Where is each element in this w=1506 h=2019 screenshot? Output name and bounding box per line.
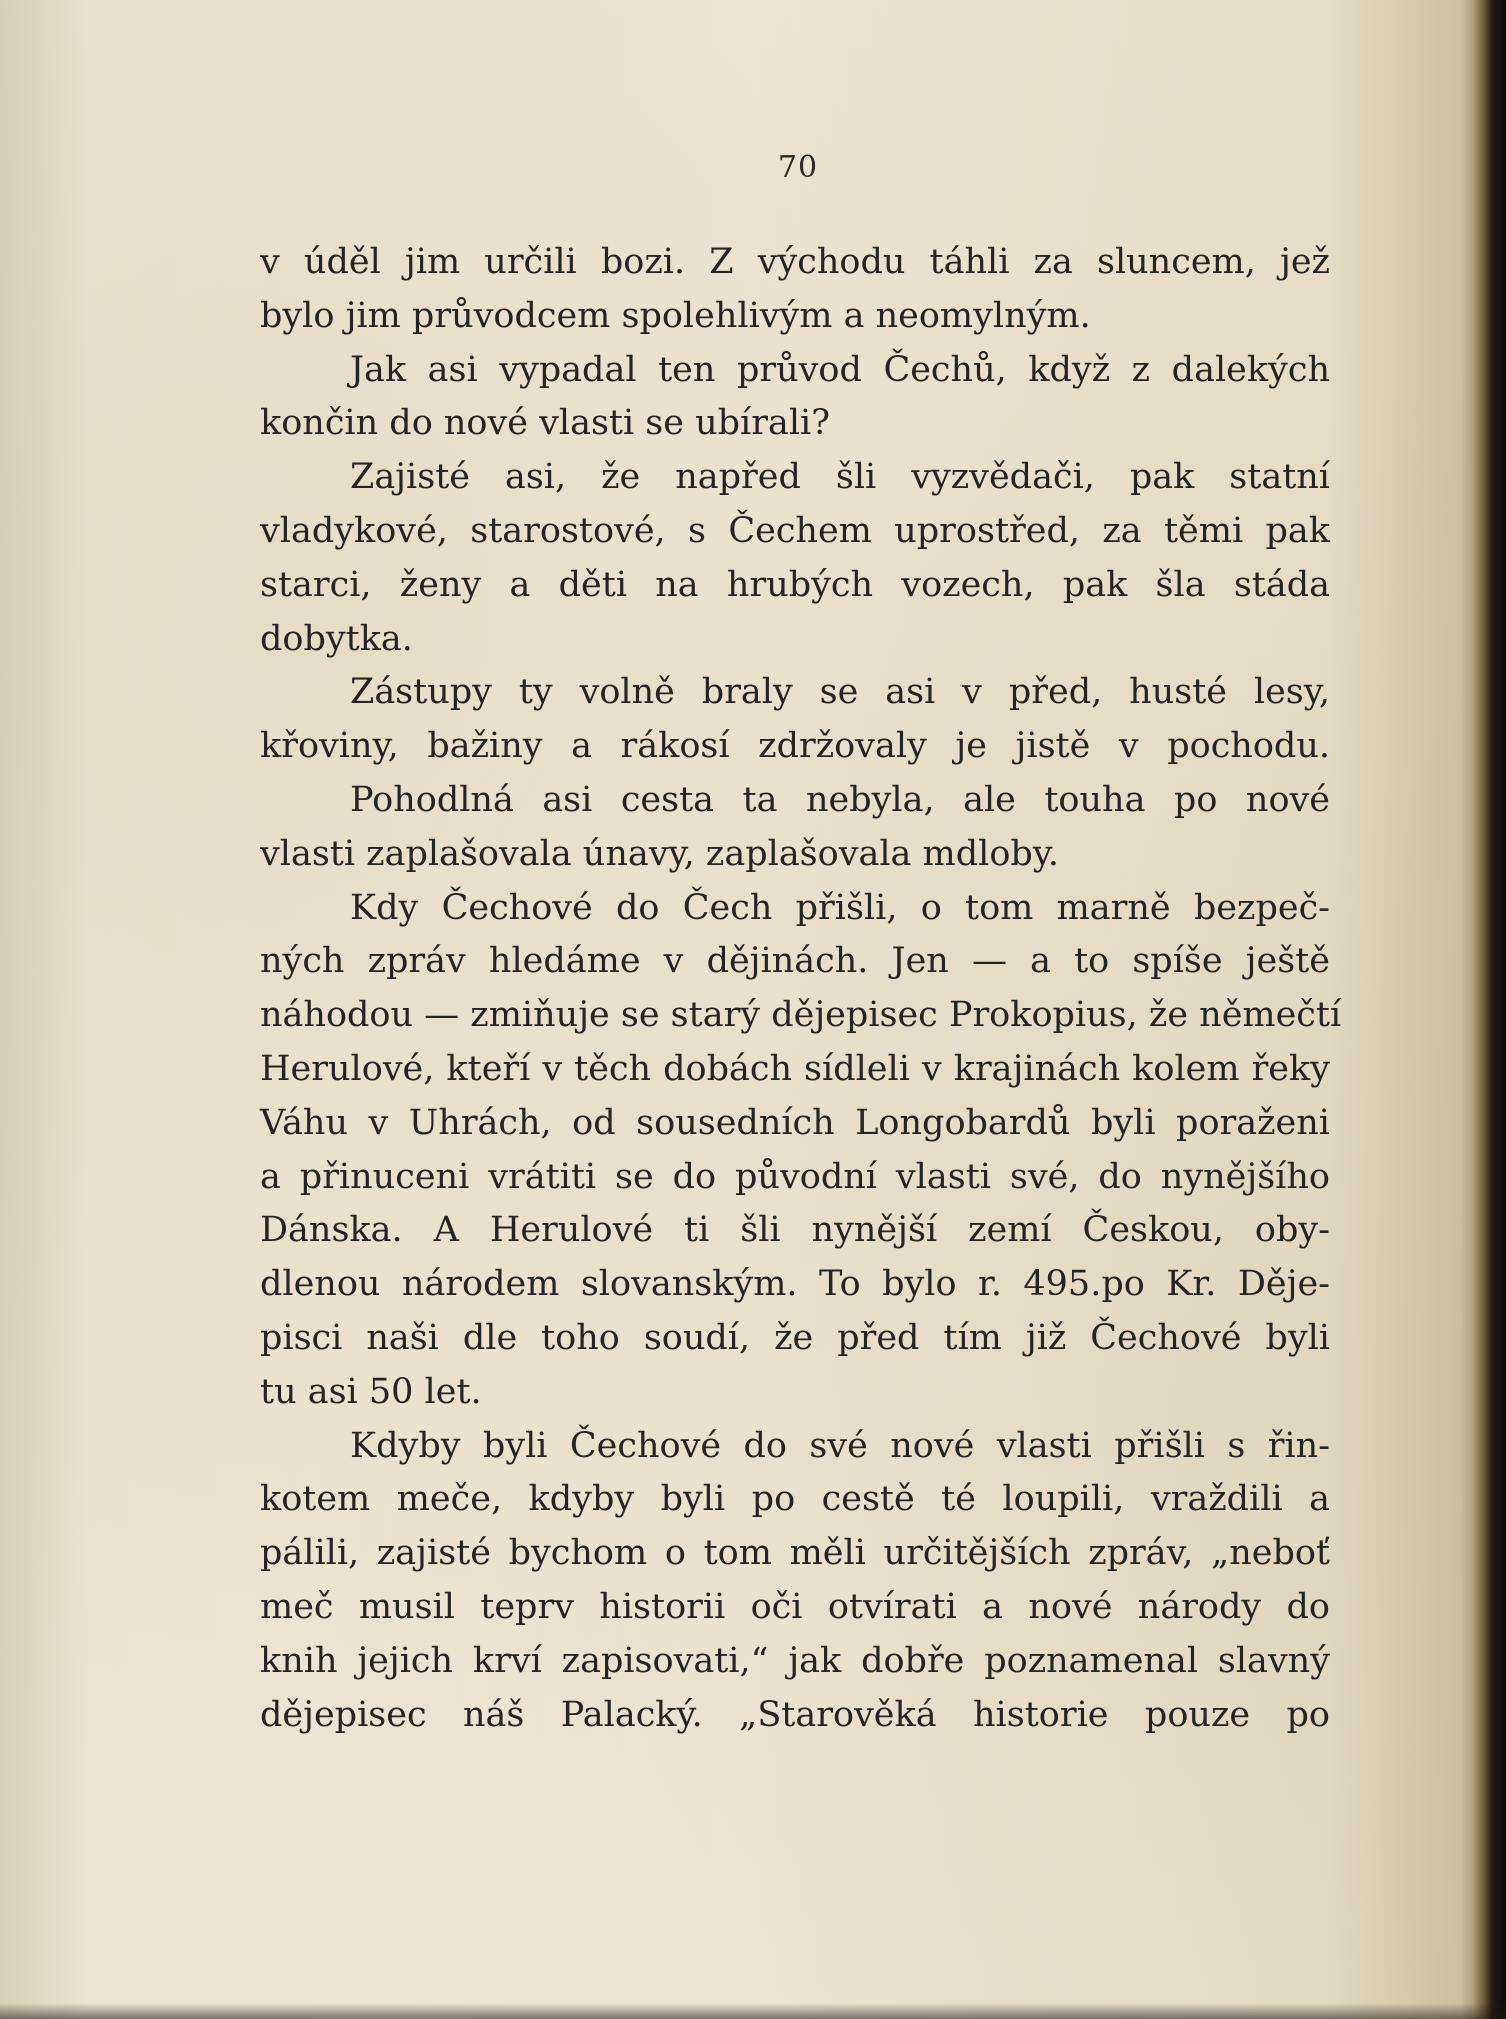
- text-line: dějepisec náš Palacký. „Starověká historie pouze po: [260, 1694, 1330, 1735]
- body-text: [260, 236, 1342, 1742]
- text-line: náhodou — zmiňuje se starý dějepisec Prokopius, že němečtí: [260, 995, 1342, 1036]
- text-line: meč musil teprv historii oči otvírati a nové národy do: [260, 1586, 1330, 1627]
- text-line: Váhu v Uhrách, od sousedních Longobardů byli poraženi: [260, 1102, 1330, 1143]
- text-line: Pohodlná asi cesta ta nebyla, ale touha po nové: [350, 779, 1330, 820]
- text-line: Zástupy ty volně braly se asi v před, husté lesy,: [350, 672, 1330, 713]
- text-line: Jak asi vypadal ten průvod Čechů, když z dalekých: [350, 349, 1330, 390]
- text-line: dobytka.: [260, 618, 413, 659]
- text-line: bylo jim průvodcem spolehlivým a neomylným.: [260, 295, 1091, 336]
- text-line: v úděl jim určili bozi. Z východu táhli za sluncem, jež: [260, 242, 1330, 282]
- text-line: a přinuceni vrátiti se do původní vlasti své, do nynějšího: [260, 1156, 1330, 1197]
- text-line: knih jejich krví zapisovati,“ jak dobře poznamenal slavný: [260, 1640, 1330, 1681]
- text-line: ných zpráv hledáme v dějinách. Jen — a to spíše ještě: [260, 941, 1330, 982]
- text-line: vlasti zaplašovala únavy, zaplašovala mdloby.: [260, 833, 1060, 874]
- text-line: pisci naši dle toho soudí, že před tím již Čechové byli: [260, 1317, 1330, 1358]
- text-line: vladykové, starostové, s Čechem uprostřed, za těmi pak: [260, 510, 1330, 551]
- text-line: dlenou národem slovanským. To bylo r. 495.po Kr. Děje-: [260, 1264, 1330, 1305]
- text-line: Zajisté asi, že napřed šli vyzvědači, pak statní: [350, 457, 1330, 498]
- text-line: kotem meče, kdyby byli po cestě té loupili, vraždili a: [260, 1479, 1330, 1520]
- text-line: Kdyby byli Čechové do své nové vlasti přišli s řin-: [350, 1425, 1330, 1466]
- book-spine-edge: [1472, 0, 1506, 2019]
- page-number: 70: [777, 150, 819, 185]
- text-line: Dánska. A Herulové ti šli nynější zemí Českou, oby-: [260, 1210, 1330, 1251]
- text-line: starci, ženy a děti na hrubých vozech, pak šla stáda: [260, 564, 1330, 605]
- text-line: křoviny, bažiny a rákosí zdržovaly je jistě v pochodu.: [260, 726, 1330, 767]
- text-line: končin do nové vlasti se ubírali?: [260, 403, 830, 444]
- text-line: tu asi 50 let.: [260, 1371, 482, 1412]
- text-line: Kdy Čechové do Čech přišli, o tom marně bezpeč-: [350, 887, 1330, 928]
- text-line: pálili, zajisté bychom o tom měli určitějších zpráv, „neboť: [260, 1533, 1330, 1574]
- page-bottom-shadow: [0, 2003, 1506, 2019]
- text-line: Herulové, kteří v těch dobách sídleli v krajinách kolem řeky: [260, 1048, 1330, 1089]
